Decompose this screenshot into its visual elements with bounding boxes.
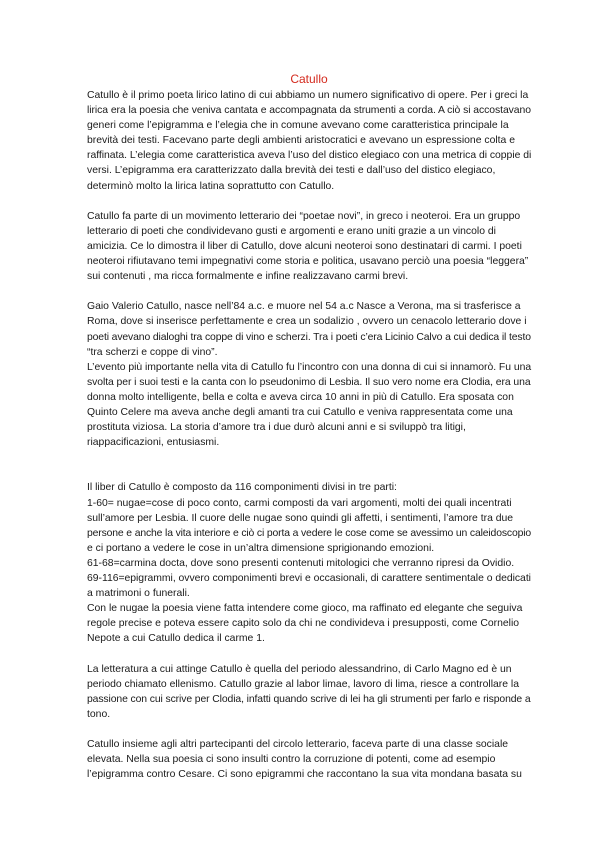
text-line: sui contenuti , ma ricca formalmente e infine realizzavano carmi brevi.	[87, 271, 409, 283]
text-line: raffinata. L’elegia come caratteristica aveva l’uso del distico elegiaco con una metrica di coppie di	[87, 150, 532, 162]
paragraph-poetae-novi	[87, 209, 531, 284]
text-line: lirica era la poesia che veniva cantata e accompagnata da strumenti a corda. A ciò si accostavano	[87, 105, 531, 117]
text-line: l’epigramma contro Cesare. Ci sono epigrammi che raccontano la sua vita mondana basata su	[87, 769, 522, 781]
text-line: Il liber di Catullo è composto da 116 componimenti divisi in tre parti:	[87, 482, 397, 494]
text-line: Quinto Celere ma aveva anche degli amanti tra cui Catullo e veniva rappresentata come una	[87, 406, 513, 418]
paragraph-biography	[87, 299, 531, 450]
text-line: Con le nugae la poesia viene fatta intendere come gioco, ma raffinato ed elegante che seguiva	[87, 603, 523, 615]
text-line: letterario di poeti che condividevano gusti e argomenti e erano uniti grazie a un vincolo di	[87, 225, 496, 237]
text-line: brevità dei testi. Facevano parte degli ambienti aristocratici e avevano un espressione colta e	[87, 135, 515, 147]
text-line: prostituta viziosa. La storia d’amore tra i due durò alcuni anni e si sviluppò tra litigi,	[87, 422, 466, 434]
text-line: 1-60= nugae=cose di poco conto, carmi composti da vari argomenti, molti dei quali incentrati	[87, 497, 512, 509]
text-line: “tra scherzi e coppe di vino”.	[87, 346, 218, 358]
paragraph-social-class	[87, 737, 531, 782]
text-line: passione con cui scrive per Clodia, infatti quando scrive di lei ha gli strumenti per farlo e risponde a	[87, 693, 531, 705]
text-line: a matrimoni o funerali.	[87, 588, 190, 600]
paragraph-introduction	[87, 88, 531, 194]
document-title: Catullo	[290, 72, 328, 86]
text-line: versi. L’epigramma era caratterizzato dalla brevità dei testi e dall’uso del distico elegiaco,	[87, 165, 496, 177]
text-line: amicizia. Ce lo dimostra il liber di Catullo, dove alcuni neoteroi sono destinatari di carmi. I poeti	[87, 240, 522, 252]
text-line: tono.	[87, 708, 111, 720]
paragraph-spacer	[87, 722, 531, 737]
text-line: elevata. Nella sua poesia ci sono insulti contro la corruzione di potenti, come ad esempio	[87, 754, 496, 766]
text-line: Nepote a cui Catullo dedica il carme 1.	[87, 633, 265, 645]
paragraph-alexandrian	[87, 662, 531, 722]
text-line: La letteratura a cui attinge Catullo è quella del periodo alessandrino, di Carlo Magno ed è un	[87, 663, 512, 675]
text-line: riappacificazioni, entusiasmi.	[87, 437, 220, 449]
paragraph-spacer	[87, 284, 531, 299]
text-line: persone e anche la vita interiore e ciò ci porta a vedere le cose come se avessimo un caleidoscopio	[87, 527, 532, 539]
text-line: 69-116=epigrammi, ovvero componimenti brevi e occasionali, di carattere sentimentale o dedicati	[87, 573, 531, 584]
paragraph-liber	[87, 480, 531, 646]
document-body	[87, 72, 531, 782]
text-line: generi come l’epigramma e l’elegia che in comune avevano come caratteristica principale la	[87, 120, 509, 132]
text-line: svolta per i suoi testi e la canta con lo pseudonimo di Lesbia. Il suo vero nome era Clodia, era una	[87, 376, 531, 388]
text-line: Catullo fa parte di un movimento letterario dei “poetae novi”, in greco i neoteroi. Era un gruppo	[87, 210, 521, 222]
paragraph-spacer	[87, 646, 531, 661]
text-line: poeti avevano dialoghi tra coppe di vino e scherzi. Tra i poeti c’era Licinio Calvo a cui dedica il testo	[87, 331, 531, 343]
text-line: L’evento più importante nella vita di Catullo fu l’incontro con una donna di cui si innamorò. Fu una	[87, 361, 532, 373]
text-line: donna molto intelligente, bella e colta e aveva circa 10 anni in più di Catullo. Era sposata con	[87, 391, 514, 403]
text-line: periodo chiamato ellenismo. Catullo grazie al labor limae, lavoro di lima, riesce a controllare la	[87, 678, 519, 690]
paragraph-spacer	[87, 194, 531, 209]
text-line: Catullo è il primo poeta lirico latino di cui abbiamo un numero significativo di opere. Per i greci la	[87, 90, 529, 101]
text-line: determinò molto la lirica latina soprattutto con Catullo.	[87, 180, 335, 192]
text-line: 61-68=carmina docta, dove sono presenti contenuti mitologici che verranno ripresi da Ovidio.	[87, 557, 515, 569]
paragraph-spacer	[87, 450, 531, 480]
text-line: neoteroi rifiutavano temi impegnativi come storia e politica, usavano perciò una poesia “leggera”	[87, 256, 529, 268]
text-line: Roma, dove si inserisce perfettamente e crea un sodalizio , ovvero un cenacolo letterario dove i	[87, 316, 527, 328]
text-line: regole precise e poteva essere capito solo da chi ne condivideva i presupposti, come Cornelio	[87, 618, 520, 630]
text-line: Gaio Valerio Catullo, nasce nell’84 a.c. e muore nel 54 a.c Nasce a Verona, ma si trasferisce a	[87, 301, 521, 313]
text-line: Catullo insieme agli altri partecipanti del circolo letterario, faceva parte di una classe sociale	[87, 739, 509, 751]
text-line: sull’amore per Lesbia. Il cuore delle nugae sono quindi gli affetti, i sentimenti, l’amore tra due	[87, 512, 514, 524]
text-line: e ci portano a vedere le cose in un’altra dimensione sprigionando emozioni.	[87, 542, 435, 554]
